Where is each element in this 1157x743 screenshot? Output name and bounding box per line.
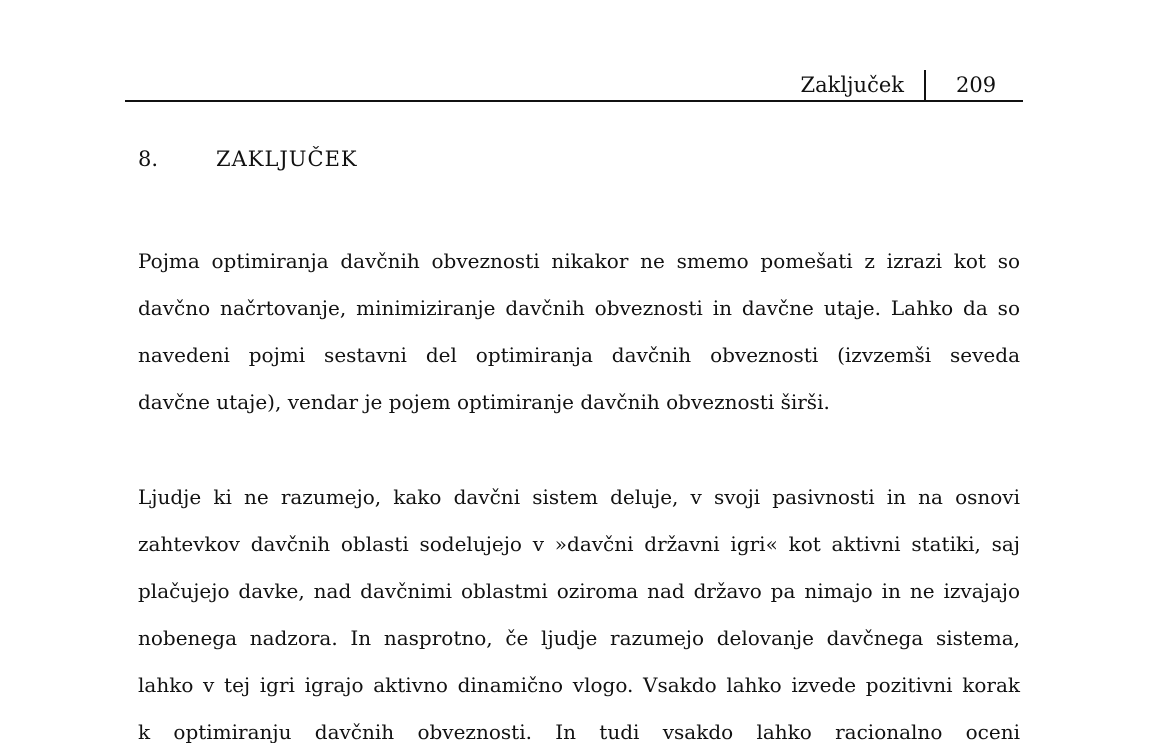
text-line: navedeni pojmi sestavni del optimiranja davčnih obveznosti (izvzemši seveda (138, 343, 1020, 367)
text-line: lahko v tej igri igrajo aktivno dinamično vlogo. Vsakdo lahko izvede pozitivni korak (138, 673, 1020, 697)
text-line: zahtevkov davčnih oblasti sodelujejo v »davčni državni igri« kot aktivni statiki, saj (138, 532, 1020, 556)
chapter-number: 8. (138, 147, 159, 171)
text-line: Pojma optimiranja davčnih obveznosti nikakor ne smemo pomešati z izrazi kot so (138, 249, 1020, 273)
body-text (138, 238, 1020, 743)
paragraph (138, 238, 1020, 426)
text-line: nobenega nadzora. In nasprotno, če ljudje razumejo delovanje davčnega sistema, (138, 626, 1020, 650)
chapter-title: ZAKLJUČEK (216, 147, 358, 171)
header-divider (924, 70, 926, 100)
running-header (125, 70, 1023, 102)
text-line: k optimiranju davčnih obveznosti. In tudi vsakdo lahko racionalno oceni (138, 720, 1020, 743)
paragraph (138, 474, 1020, 743)
text-line: davčne utaje), vendar je pojem optimiranje davčnih obveznosti širši. (138, 390, 830, 414)
header-section-title: Zaključek (800, 73, 904, 97)
text-line: davčno načrtovanje, minimiziranje davčnih obveznosti in davčne utaje. Lahko da so (138, 296, 1020, 320)
text-line: plačujejo davke, nad davčnimi oblastmi oziroma nad državo pa nimajo in ne izvajajo (138, 579, 1020, 603)
page-number: 209 (956, 73, 997, 97)
text-line: Ljudje ki ne razumejo, kako davčni sistem deluje, v svoji pasivnosti in na osnovi (138, 485, 1020, 509)
